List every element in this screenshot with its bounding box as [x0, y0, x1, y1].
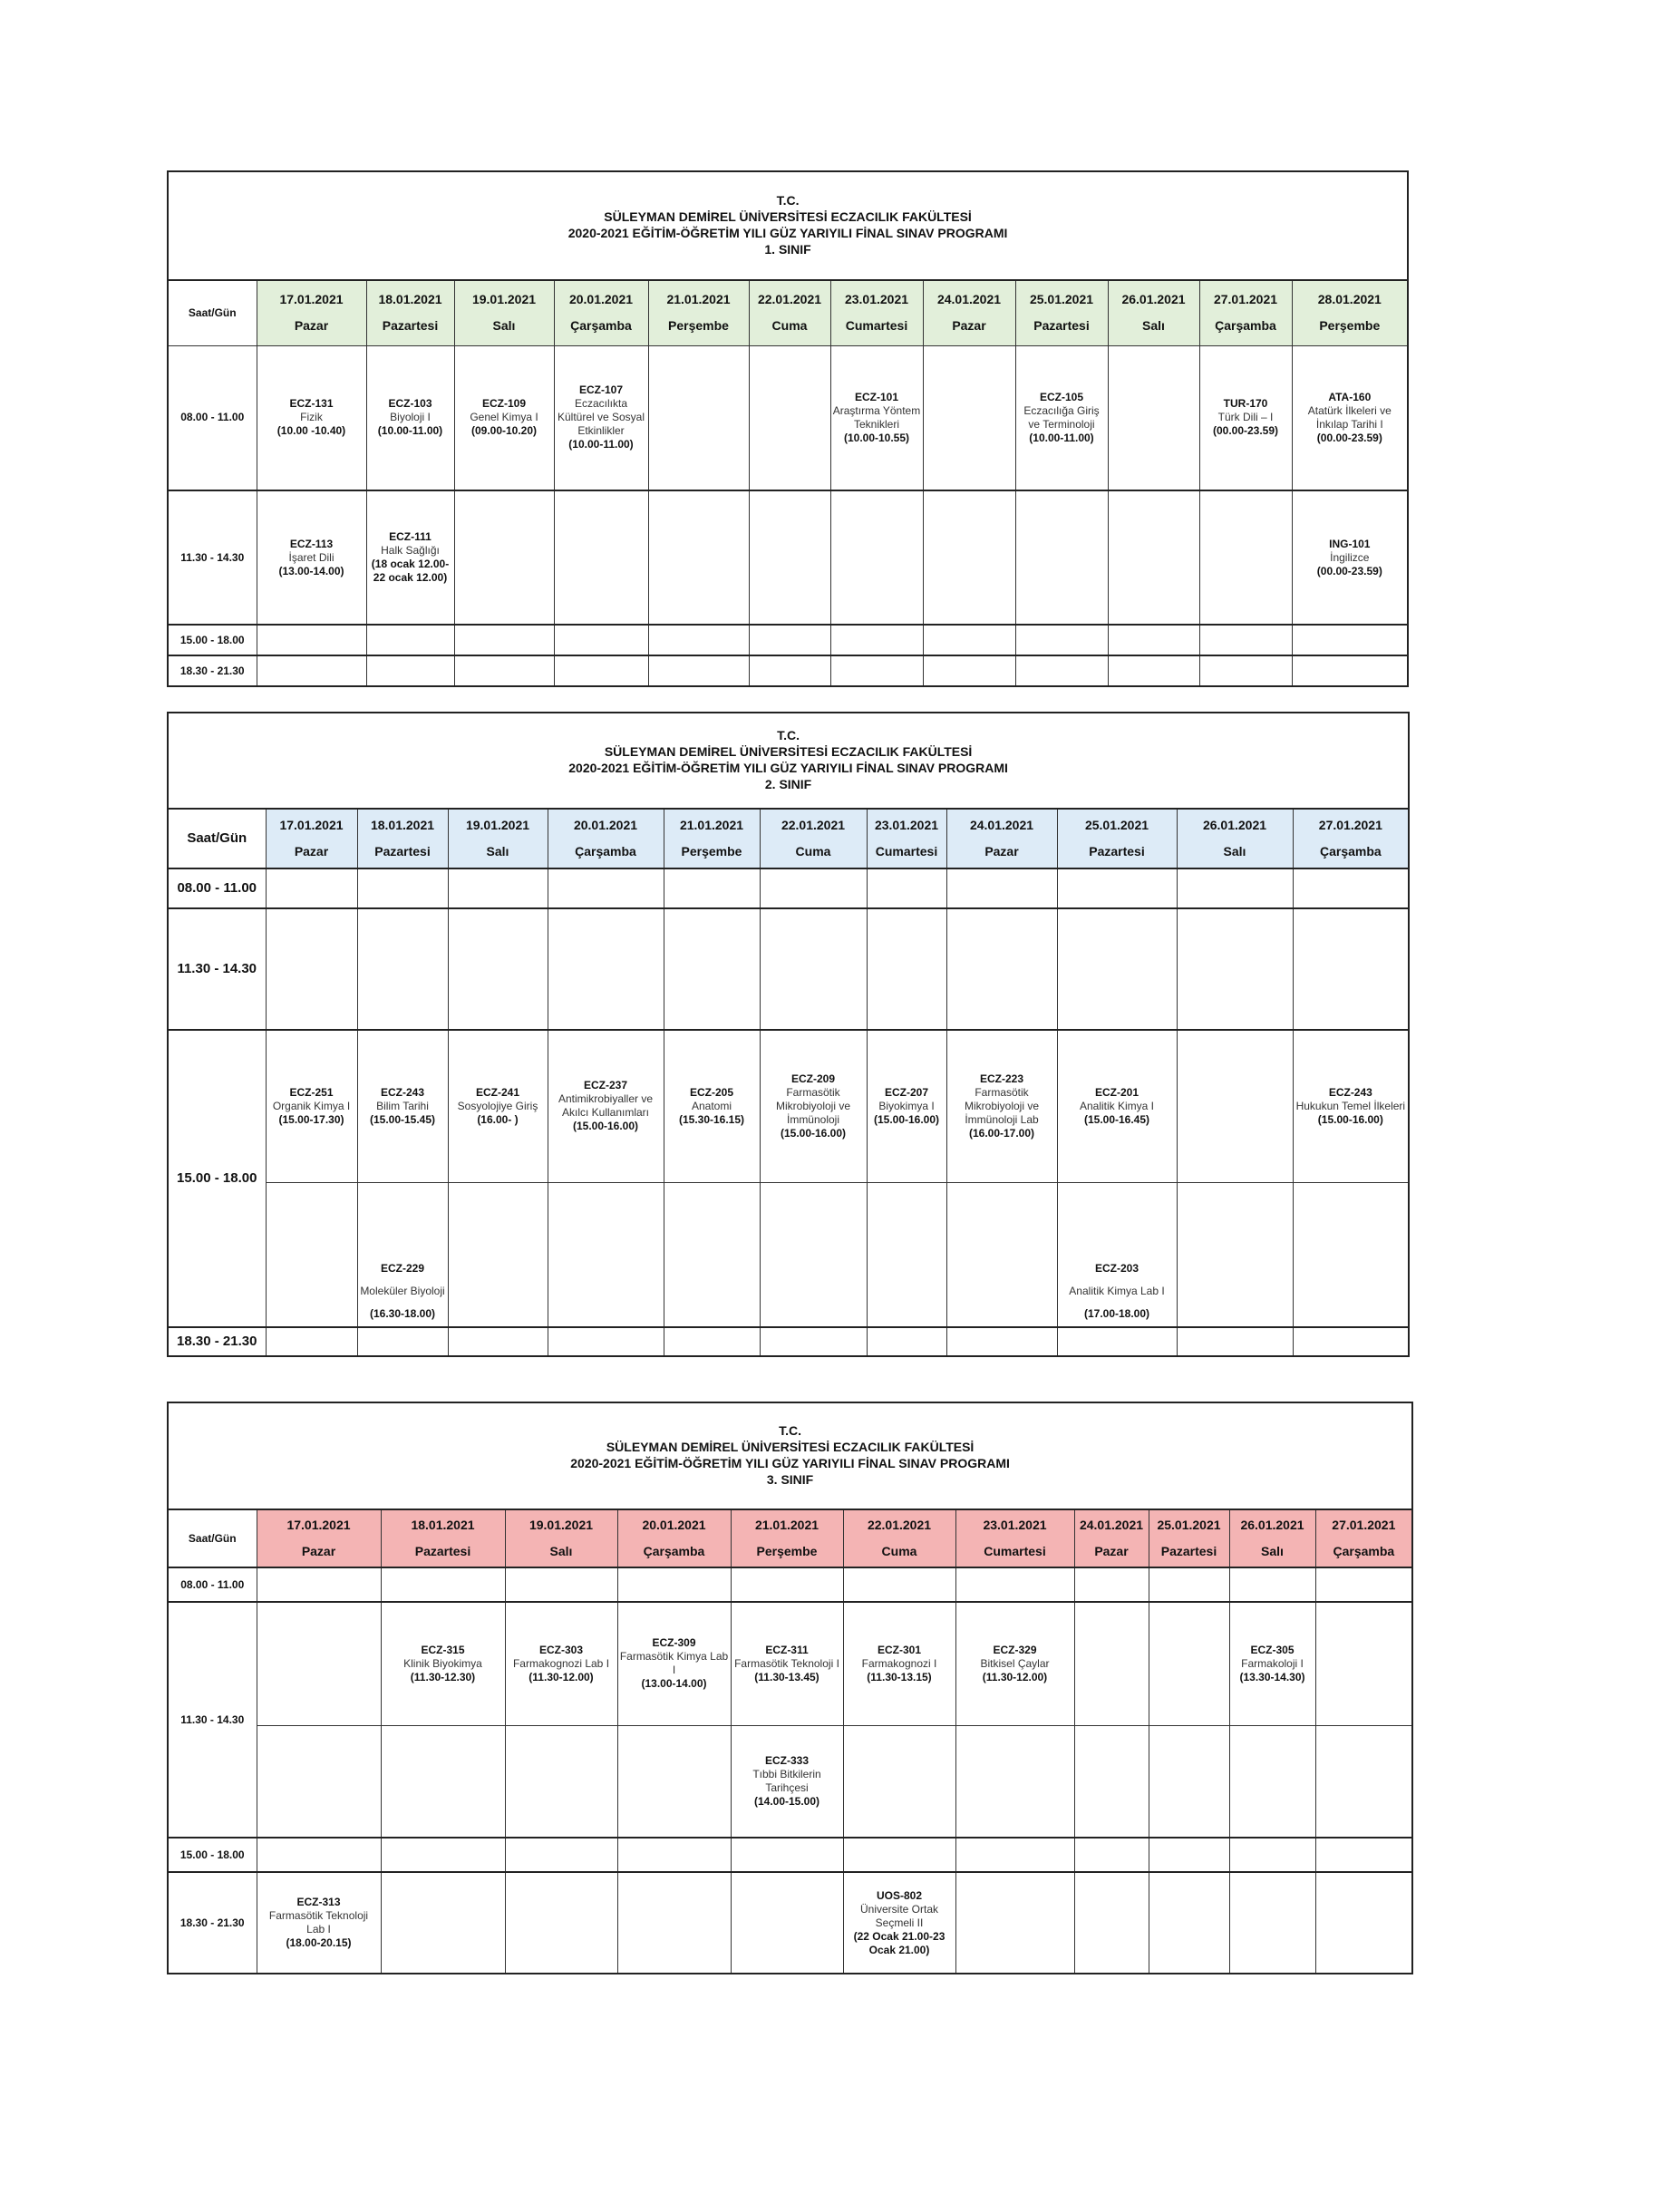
slot-row [168, 868, 1409, 908]
exam-cell [1229, 1872, 1315, 1974]
exam-cell [731, 1872, 843, 1974]
exam-cell [266, 1182, 357, 1327]
exam-cell: ATA-160 Atatürk İlkeleri ve İnkılap Tarihi I (00.00-23.59) [1292, 345, 1408, 490]
exam-cell [1015, 490, 1108, 625]
exam-cell [664, 1182, 760, 1327]
exam-cell [946, 1182, 1057, 1327]
exam-cell: ECZ-103 Biyoloji I (10.00-11.00) [366, 345, 454, 490]
day-header: 28.01.2021 Perşembe [1292, 280, 1408, 345]
class-label: 3. SINIF [766, 1472, 814, 1487]
exam-cell: ECZ-329 Bitkisel Çaylar (11.30-12.00) [955, 1602, 1074, 1725]
slot-row [168, 908, 1409, 1030]
exam-cell: ECZ-311 Farmasötik Teknoloji I (11.30-13.45) [731, 1602, 843, 1725]
slot-row [168, 1725, 1412, 1838]
exam-cell: ECZ-203 Analitik Kimya Lab I (17.00-18.00) [1057, 1182, 1177, 1327]
day-header: 19.01.2021 Salı [505, 1509, 617, 1567]
exam-cell: ECZ-303 Farmakognozi Lab I (11.30-12.00) [505, 1602, 617, 1725]
exam-cell [1074, 1872, 1149, 1974]
time-slot-label: 15.00 - 18.00 [168, 1838, 257, 1872]
day-header: 21.01.2021 Perşembe [648, 280, 749, 345]
day-header: 23.01.2021 Cumartesi [867, 809, 946, 868]
exam-cell [1229, 1725, 1315, 1838]
exam-cell [749, 490, 830, 625]
schedule-table-grade-3 [167, 1402, 1413, 1974]
exam-cell: ECZ-109 Genel Kimya I (09.00-10.20) [454, 345, 554, 490]
day-header: 20.01.2021 Çarşamba [548, 809, 664, 868]
slot-row [168, 655, 1408, 686]
day-header: 18.01.2021 Pazartesi [357, 809, 448, 868]
slot-row [168, 490, 1408, 625]
day-header: 21.01.2021 Perşembe [664, 809, 760, 868]
exam-cell [1177, 1030, 1293, 1182]
exam-cell: ECZ-113 İşaret Dili (13.00-14.00) [257, 490, 366, 625]
exam-cell: ECZ-205 Anatomi (15.30-16.15) [664, 1030, 760, 1182]
time-slot-label: 08.00 - 11.00 [168, 1567, 257, 1602]
day-header-row [168, 1509, 1412, 1567]
exam-cell [454, 490, 554, 625]
exam-cell: ECZ-207 Biyokimya I (15.00-16.00) [867, 1030, 946, 1182]
time-slot-label: 11.30 - 14.30 [168, 490, 257, 625]
faculty-name: SÜLEYMAN DEMİREL ÜNİVERSİTESİ ECZACILIK FAKÜLTESİ [604, 744, 973, 759]
day-header: 21.01.2021 Perşembe [731, 1509, 843, 1567]
time-slot-label: 15.00 - 18.00 [168, 1030, 266, 1327]
exam-cell: ECZ-105 Eczacılığa Giriş ve Terminoloji (10.00-11.00) [1015, 345, 1108, 490]
exam-cell [257, 1725, 381, 1838]
time-slot-label: 18.30 - 21.30 [168, 655, 257, 686]
exam-cell: ECZ-237 Antimikrobiyaller ve Akılcı Kullanımları (15.00-16.00) [548, 1030, 664, 1182]
program-title: 2020-2021 EĞİTİM-ÖĞRETİM YILI GÜZ YARIYILI FİNAL SINAV PROGRAMI [570, 1456, 1010, 1470]
exam-cell: ECZ-107 Eczacılıkta Kültürel ve Sosyal Etkinlikler (10.00-11.00) [554, 345, 648, 490]
exam-cell [505, 1872, 617, 1974]
exam-cell [1149, 1872, 1229, 1974]
day-header: 23.01.2021 Cumartesi [830, 280, 923, 345]
exam-cell [1315, 1872, 1412, 1974]
day-header: 25.01.2021 Pazartesi [1057, 809, 1177, 868]
exam-cell [955, 1872, 1074, 1974]
exam-cell [1293, 1182, 1409, 1327]
tc-label: T.C. [776, 193, 800, 208]
saat-gun-header: Saat/Gün [168, 280, 257, 345]
exam-cell [1315, 1725, 1412, 1838]
exam-cell [955, 1725, 1074, 1838]
exam-cell [923, 490, 1015, 625]
tc-label: T.C. [777, 728, 800, 742]
exam-cell [1199, 490, 1292, 625]
faculty-name: SÜLEYMAN DEMİREL ÜNİVERSİTESİ ECZACILIK FAKÜLTESİ [606, 1440, 975, 1454]
exam-cell [554, 490, 648, 625]
day-header: 22.01.2021 Cuma [843, 1509, 955, 1567]
exam-cell [648, 345, 749, 490]
exam-cell [760, 1182, 867, 1327]
saat-gun-header: Saat/Gün [168, 1509, 257, 1567]
day-header: 26.01.2021 Salı [1108, 280, 1199, 345]
exam-cell [1108, 345, 1199, 490]
class-label: 2. SINIF [764, 777, 812, 791]
tc-label: T.C. [779, 1423, 802, 1438]
exam-cell: UOS-802 Üniversite Ortak Seçmeli II (22 Ocak 21.00-23 Ocak 21.00) [843, 1872, 955, 1974]
time-slot-label: 08.00 - 11.00 [168, 868, 266, 908]
exam-cell: ECZ-309 Farmasötik Kimya Lab I (13.00-14.00) [617, 1602, 731, 1725]
table-title [168, 1402, 1412, 1509]
exam-cell: ECZ-241 Sosyolojiye Giriş (16.00- ) [448, 1030, 548, 1182]
exam-cell [749, 345, 830, 490]
time-slot-label: 11.30 - 14.30 [168, 908, 266, 1030]
exam-cell: ECZ-313 Farmasötik Teknoloji Lab I (18.00-20.15) [257, 1872, 381, 1974]
exam-cell [257, 1602, 381, 1725]
saat-gun-header: Saat/Gün [168, 809, 266, 868]
day-header: 25.01.2021 Pazartesi [1015, 280, 1108, 345]
day-header: 17.01.2021 Pazar [257, 280, 366, 345]
exam-cell: ECZ-315 Klinik Biyokimya (11.30-12.30) [381, 1602, 505, 1725]
exam-cell [1177, 1182, 1293, 1327]
exam-cell [381, 1872, 505, 1974]
time-slot-label: 18.30 - 21.30 [168, 1327, 266, 1356]
exam-cell [867, 1182, 946, 1327]
day-header: 27.01.2021 Çarşamba [1199, 280, 1292, 345]
schedule-table-grade-2 [167, 712, 1410, 1357]
day-header: 24.01.2021 Pazar [923, 280, 1015, 345]
day-header: 27.01.2021 Çarşamba [1315, 1509, 1412, 1567]
exam-cell [923, 345, 1015, 490]
day-header: 20.01.2021 Çarşamba [617, 1509, 731, 1567]
exam-cell: ECZ-305 Farmakoloji I (13.30-14.30) [1229, 1602, 1315, 1725]
time-slot-label: 18.30 - 21.30 [168, 1872, 257, 1974]
exam-cell: ECZ-243 Bilim Tarihi (15.00-15.45) [357, 1030, 448, 1182]
exam-cell: ECZ-131 Fizik (10.00 -10.40) [257, 345, 366, 490]
day-header: 19.01.2021 Salı [448, 809, 548, 868]
exam-cell [1149, 1602, 1229, 1725]
day-header: 24.01.2021 Pazar [946, 809, 1057, 868]
slot-row [168, 1030, 1409, 1182]
exam-cell [381, 1725, 505, 1838]
program-title: 2020-2021 EĞİTİM-ÖĞRETİM YILI GÜZ YARIYILI FİNAL SINAV PROGRAMI [568, 761, 1008, 775]
exam-cell [843, 1725, 955, 1838]
exam-cell: ECZ-301 Farmakognozi I (11.30-13.15) [843, 1602, 955, 1725]
slot-row [168, 1602, 1412, 1725]
exam-cell [548, 1182, 664, 1327]
day-header: 26.01.2021 Salı [1177, 809, 1293, 868]
day-header: 24.01.2021 Pazar [1074, 1509, 1149, 1567]
slot-row [168, 1327, 1409, 1356]
exam-cell [1108, 490, 1199, 625]
time-slot-label: 08.00 - 11.00 [168, 345, 257, 490]
day-header: 17.01.2021 Pazar [257, 1509, 381, 1567]
exam-cell: ECZ-333 Tıbbi Bitkilerin Tarihçesi (14.00-15.00) [731, 1725, 843, 1838]
faculty-name: SÜLEYMAN DEMİREL ÜNİVERSİTESİ ECZACILIK FAKÜLTESİ [604, 209, 972, 224]
day-header: 27.01.2021 Çarşamba [1293, 809, 1409, 868]
exam-cell [448, 1182, 548, 1327]
day-header: 26.01.2021 Salı [1229, 1509, 1315, 1567]
exam-cell: ECZ-101 Araştırma Yöntem Teknikleri (10.00-10.55) [830, 345, 923, 490]
exam-cell [505, 1725, 617, 1838]
exam-cell: ING-101 İngilizce (00.00-23.59) [1292, 490, 1408, 625]
program-title: 2020-2021 EĞİTİM-ÖĞRETİM YILI GÜZ YARIYILI FİNAL SINAV PROGRAMI [567, 226, 1008, 240]
day-header: 18.01.2021 Pazartesi [366, 280, 454, 345]
exam-cell [1315, 1602, 1412, 1725]
exam-cell: ECZ-201 Analitik Kimya I (15.00-16.45) [1057, 1030, 1177, 1182]
day-header: 22.01.2021 Cuma [760, 809, 867, 868]
exam-cell [1074, 1602, 1149, 1725]
exam-cell: ECZ-209 Farmasötik Mikrobiyoloji ve İmmünoloji (15.00-16.00) [760, 1030, 867, 1182]
table-title [168, 713, 1409, 809]
time-slot-label: 15.00 - 18.00 [168, 625, 257, 655]
day-header: 17.01.2021 Pazar [266, 809, 357, 868]
exam-cell [830, 490, 923, 625]
day-header: 25.01.2021 Pazartesi [1149, 1509, 1229, 1567]
day-header: 23.01.2021 Cumartesi [955, 1509, 1074, 1567]
exam-cell: ECZ-223 Farmasötik Mikrobiyoloji ve İmmünoloji Lab (16.00-17.00) [946, 1030, 1057, 1182]
slot-row [168, 345, 1408, 490]
day-header-row [168, 280, 1408, 345]
schedule-table-grade-1 [167, 170, 1409, 687]
time-slot-label: 11.30 - 14.30 [168, 1602, 257, 1838]
exam-cell [617, 1725, 731, 1838]
exam-cell [648, 490, 749, 625]
day-header: 19.01.2021 Salı [454, 280, 554, 345]
day-header: 20.01.2021 Çarşamba [554, 280, 648, 345]
slot-row [168, 1182, 1409, 1327]
exam-cell: ECZ-251 Organik Kimya I (15.00-17.30) [266, 1030, 357, 1182]
slot-row [168, 1838, 1412, 1872]
exam-cell [617, 1872, 731, 1974]
day-header: 22.01.2021 Cuma [749, 280, 830, 345]
exam-cell [1149, 1725, 1229, 1838]
slot-row [168, 1872, 1412, 1974]
slot-row [168, 625, 1408, 655]
day-header: 18.01.2021 Pazartesi [381, 1509, 505, 1567]
exam-cell [1074, 1725, 1149, 1838]
exam-cell: ECZ-243 Hukukun Temel İlkeleri (15.00-16.00) [1293, 1030, 1409, 1182]
class-label: 1. SINIF [764, 242, 811, 257]
table-title [168, 171, 1408, 280]
exam-cell: ECZ-111 Halk Sağlığı (18 ocak 12.00-22 ocak 12.00) [366, 490, 454, 625]
exam-cell: ECZ-229 Moleküler Biyoloji (16.30-18.00) [357, 1182, 448, 1327]
exam-cell: TUR-170 Türk Dili – I (00.00-23.59) [1199, 345, 1292, 490]
slot-row [168, 1567, 1412, 1602]
day-header-row [168, 809, 1409, 868]
